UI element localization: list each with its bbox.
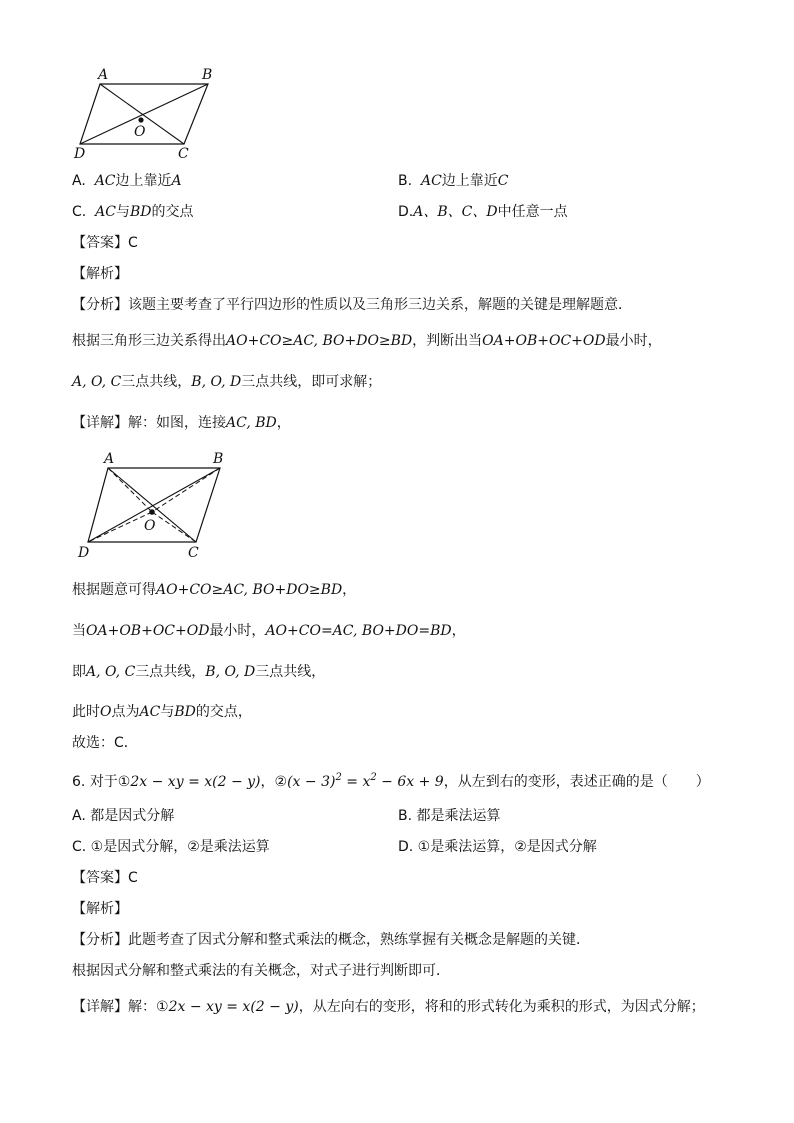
q5-step-2 xyxy=(72,621,466,641)
point-o xyxy=(138,117,143,122)
text: 三点共线， xyxy=(255,664,326,680)
text: 的交点， xyxy=(195,704,252,720)
detail-label: 【详解】 xyxy=(72,999,128,1015)
label-c: C xyxy=(178,146,189,162)
text: ， xyxy=(451,623,466,639)
math: A、B、C、D xyxy=(413,204,498,220)
text: ， xyxy=(276,415,291,431)
dashed-ao xyxy=(108,468,152,512)
math: − 6x + 9 xyxy=(376,774,444,790)
option-text: 中任意一点 xyxy=(497,204,568,220)
label-d: D xyxy=(74,146,86,162)
math: AC xyxy=(95,204,116,220)
parallelogram-figure-1 xyxy=(70,62,230,162)
text: 最小时， xyxy=(605,333,662,349)
analysis-label: 【分析】 xyxy=(72,932,128,948)
q5-analysis-line1 xyxy=(72,295,632,315)
analysis-label: 【分析】 xyxy=(72,297,128,313)
q5-step-1 xyxy=(72,580,356,600)
math: A, O, C xyxy=(86,664,136,680)
q6-answer xyxy=(72,868,138,888)
q5-option-c xyxy=(72,202,193,222)
text: 即 xyxy=(72,664,86,680)
q5-step-5: 故选：C． xyxy=(72,735,138,751)
label-o: O xyxy=(134,124,146,140)
math: AC, BD xyxy=(226,415,277,431)
text: 解：① xyxy=(128,999,169,1015)
text: 三点共线， xyxy=(121,374,192,390)
q5-analysis-line3 xyxy=(72,372,381,392)
text: 三点共线， xyxy=(135,664,206,680)
math: 2 xyxy=(370,772,377,783)
q6-option-c: C. ①是因式分解，②是乘法运算 xyxy=(72,839,270,855)
q5-option-b xyxy=(398,171,509,191)
label-d: D xyxy=(78,545,90,561)
label-a: A xyxy=(98,67,109,83)
q6-option-d: D. ①是乘法运算，②是因式分解 xyxy=(398,839,597,855)
analysis-text: 此题考查了因式分解和整式乘法的概念，熟练掌握有关概念是解题的关键． xyxy=(128,932,590,948)
text: 点为 xyxy=(111,704,140,720)
math: AC xyxy=(420,173,442,189)
answer-label: 【答案】 xyxy=(72,235,128,251)
q5-answer xyxy=(72,233,138,253)
text: ，从左到右的变形，表述正确的是（ ） xyxy=(443,774,710,790)
text: 对于① xyxy=(89,774,131,790)
dashed-od xyxy=(88,512,152,542)
label-o: O xyxy=(144,518,156,534)
math: AO+CO≥AC, BO+DO≥BD xyxy=(226,333,413,349)
option-text: 的交点 xyxy=(151,204,194,220)
q5-jiexi-label: 【解析】 xyxy=(72,266,128,282)
q5-option-d xyxy=(398,202,568,222)
text: 根据题意可得 xyxy=(72,582,156,598)
text: 三点共线，即可求解； xyxy=(241,374,382,390)
answer-value: C xyxy=(128,235,138,251)
label-a: A xyxy=(104,451,115,467)
math: OA+OB+OC+OD xyxy=(482,333,606,349)
math: A xyxy=(171,173,182,189)
math: BD xyxy=(129,204,152,220)
q5-analysis-line2 xyxy=(72,331,662,351)
point-o xyxy=(149,509,155,515)
math: (x − 3) xyxy=(287,774,336,790)
answer-value: C xyxy=(128,870,138,886)
math: OA+OB+OC+OD xyxy=(86,623,210,639)
option-text: 边上靠近 xyxy=(115,173,172,189)
math: B, O, D xyxy=(191,374,242,390)
q5-step-3 xyxy=(72,662,325,682)
math: = x xyxy=(341,774,371,790)
question-number: 6. xyxy=(72,774,86,790)
math: B, O, D xyxy=(205,664,256,680)
text: 解：如图，连接 xyxy=(128,415,226,431)
math: 2x − xy = x(2 − y) xyxy=(130,774,261,790)
text: ，判断出当 xyxy=(412,333,483,349)
text: ， xyxy=(342,582,357,598)
math: 2x − xy = x(2 − y) xyxy=(168,999,299,1015)
math: AO+CO=AC, BO+DO=BD xyxy=(265,623,452,639)
option-letter: D. xyxy=(398,204,414,220)
dashed-bo xyxy=(152,468,220,512)
q6-jiexi-label: 【解析】 xyxy=(72,901,128,917)
q5-option-a xyxy=(72,171,182,191)
q6-question xyxy=(72,768,710,792)
q5-step-4 xyxy=(72,702,252,722)
math: AC xyxy=(139,704,161,720)
math: AC xyxy=(94,173,116,189)
option-letter: B. xyxy=(398,173,413,189)
dashed-oc xyxy=(152,512,196,542)
analysis-text: 该题主要考查了平行四边形的性质以及三角形三边关系，解题的关键是理解题意． xyxy=(128,297,632,313)
label-b: B xyxy=(202,67,213,83)
math: A, O, C xyxy=(72,374,122,390)
parallelogram-figure-2 xyxy=(70,448,240,563)
label-b: B xyxy=(213,451,224,467)
text: 根据三角形三边关系得出 xyxy=(72,333,226,349)
text: 与 xyxy=(160,704,175,720)
math: O xyxy=(100,704,112,720)
text: ，② xyxy=(260,774,288,790)
text: 最小时， xyxy=(209,623,266,639)
math: BD xyxy=(174,704,196,720)
q6-option-b: B. 都是乘法运算 xyxy=(398,808,501,824)
option-letter: A. xyxy=(72,173,86,189)
label-c: C xyxy=(188,545,199,561)
math: 2 xyxy=(335,772,342,783)
q6-detail-line1 xyxy=(72,997,705,1017)
text: ，从左向右的变形，将和的形式转化为乘积的形式，为因式分解； xyxy=(298,999,705,1015)
detail-label: 【详解】 xyxy=(72,415,128,431)
q5-detail-intro xyxy=(72,413,291,433)
q6-analysis-line2: 根据因式分解和整式乘法的有关概念，对式子进行判断即可． xyxy=(72,963,450,979)
q6-analysis-line1 xyxy=(72,930,590,950)
math: C xyxy=(497,173,509,189)
text: 此时 xyxy=(72,704,100,720)
option-text: 边上靠近 xyxy=(441,173,498,189)
option-letter: C. xyxy=(72,204,87,220)
math: AO+CO≥AC, BO+DO≥BD xyxy=(156,582,343,598)
option-text: 与 xyxy=(115,204,130,220)
q6-option-a: A. 都是因式分解 xyxy=(72,808,175,824)
text: 当 xyxy=(72,623,86,639)
answer-label: 【答案】 xyxy=(72,870,128,886)
